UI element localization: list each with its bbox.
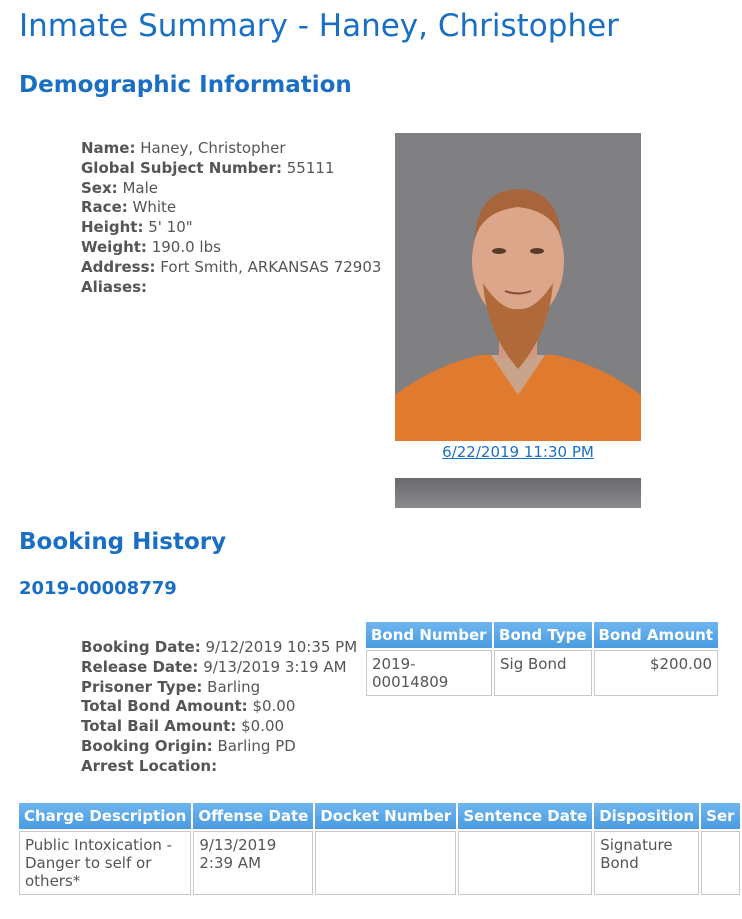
field-value: Barling	[207, 677, 261, 696]
field-label: Booking Origin:	[81, 736, 213, 755]
field-label: Address:	[81, 257, 156, 276]
field-value: $0.00	[252, 697, 296, 716]
charge-table	[17, 801, 742, 897]
release-date-row	[81, 658, 357, 678]
mugshot-block	[395, 133, 641, 461]
field-value: $0.00	[241, 717, 285, 736]
secondary-photo-thumbnail[interactable]	[395, 478, 641, 508]
field-label: Height:	[81, 218, 144, 237]
page-title: Inmate Summary - Haney, Christopher	[19, 8, 619, 44]
total-bond-amount-row	[81, 697, 357, 717]
field-label: Race:	[81, 198, 128, 217]
disposition-header[interactable]: Disposition	[594, 803, 699, 829]
bond-number-header[interactable]: Bond Number	[366, 622, 492, 648]
height-row	[81, 218, 381, 238]
field-value: 55111	[286, 158, 335, 177]
booking-origin-row	[81, 737, 357, 757]
prisoner-type-row	[81, 678, 357, 698]
charge-table-header-row	[19, 803, 740, 829]
field-label: Prisoner Type:	[81, 677, 203, 696]
booking-history-heading: Booking History	[19, 529, 227, 555]
field-label: Name:	[81, 139, 136, 157]
booking-number: 2019-00008779	[19, 578, 177, 599]
docket-number-cell	[315, 831, 456, 895]
sex-row	[81, 179, 381, 199]
sentence-header[interactable]: Ser	[701, 803, 739, 829]
table-row	[19, 831, 740, 895]
name-row	[81, 139, 381, 159]
field-value: Fort Smith, ARKANSAS 72903	[160, 257, 382, 276]
field-value: Barling PD	[217, 736, 296, 755]
field-label: Aliases:	[81, 277, 148, 296]
field-label: Global Subject Number:	[81, 158, 282, 177]
field-label: Total Bail Amount:	[81, 717, 237, 736]
bond-table	[364, 620, 720, 698]
field-value: White	[132, 198, 177, 217]
sentence-date-header[interactable]: Sentence Date	[458, 803, 592, 829]
bond-type-header[interactable]: Bond Type	[494, 622, 592, 648]
field-label: Total Bond Amount:	[81, 697, 248, 716]
field-value: 190.0 lbs	[151, 237, 221, 256]
bond-amount-header[interactable]: Bond Amount	[594, 622, 718, 648]
docket-number-header[interactable]: Docket Number	[315, 803, 456, 829]
field-value: 9/13/2019 3:19 AM	[203, 657, 347, 676]
sentence-date-cell	[458, 831, 592, 895]
field-value: 5' 10"	[148, 218, 193, 237]
total-bail-amount-row	[81, 717, 357, 737]
field-label: Booking Date:	[81, 638, 201, 656]
global-subject-number-row	[81, 159, 381, 179]
field-label: Arrest Location:	[81, 756, 218, 775]
sentence-cell	[701, 831, 739, 895]
race-row	[81, 198, 381, 218]
bond-amount-cell: $200.00	[594, 650, 718, 696]
bond-table-header-row	[366, 622, 718, 648]
disposition-cell: Signature Bond	[594, 831, 699, 895]
mugshot-image	[395, 133, 641, 441]
weight-row	[81, 238, 381, 258]
booking-info-list	[81, 638, 357, 777]
photo-date-link[interactable]: 6/22/2019 11:30 PM	[442, 443, 594, 461]
aliases-row	[81, 278, 381, 298]
field-value: Male	[122, 178, 158, 197]
booking-date-row	[81, 638, 357, 658]
demographic-heading: Demographic Information	[19, 72, 352, 98]
field-value: Haney, Christopher	[140, 139, 286, 157]
offense-date-header[interactable]: Offense Date	[193, 803, 313, 829]
offense-date-cell: 9/13/2019 2:39 AM	[193, 831, 313, 895]
bond-type-cell: Sig Bond	[494, 650, 592, 696]
field-value: 9/12/2019 10:35 PM	[205, 638, 358, 656]
demographic-info-list	[81, 139, 381, 297]
address-row	[81, 258, 381, 278]
bond-number-cell: 2019-00014809	[366, 650, 492, 696]
arrest-location-row	[81, 757, 357, 777]
field-label: Release Date:	[81, 657, 199, 676]
field-label: Weight:	[81, 237, 147, 256]
mugshot-photo[interactable]	[395, 133, 641, 441]
field-label: Sex:	[81, 178, 118, 197]
charge-description-cell: Public Intoxication - Danger to self or others*	[19, 831, 191, 895]
charge-description-header[interactable]: Charge Description	[19, 803, 191, 829]
table-row	[366, 650, 718, 696]
